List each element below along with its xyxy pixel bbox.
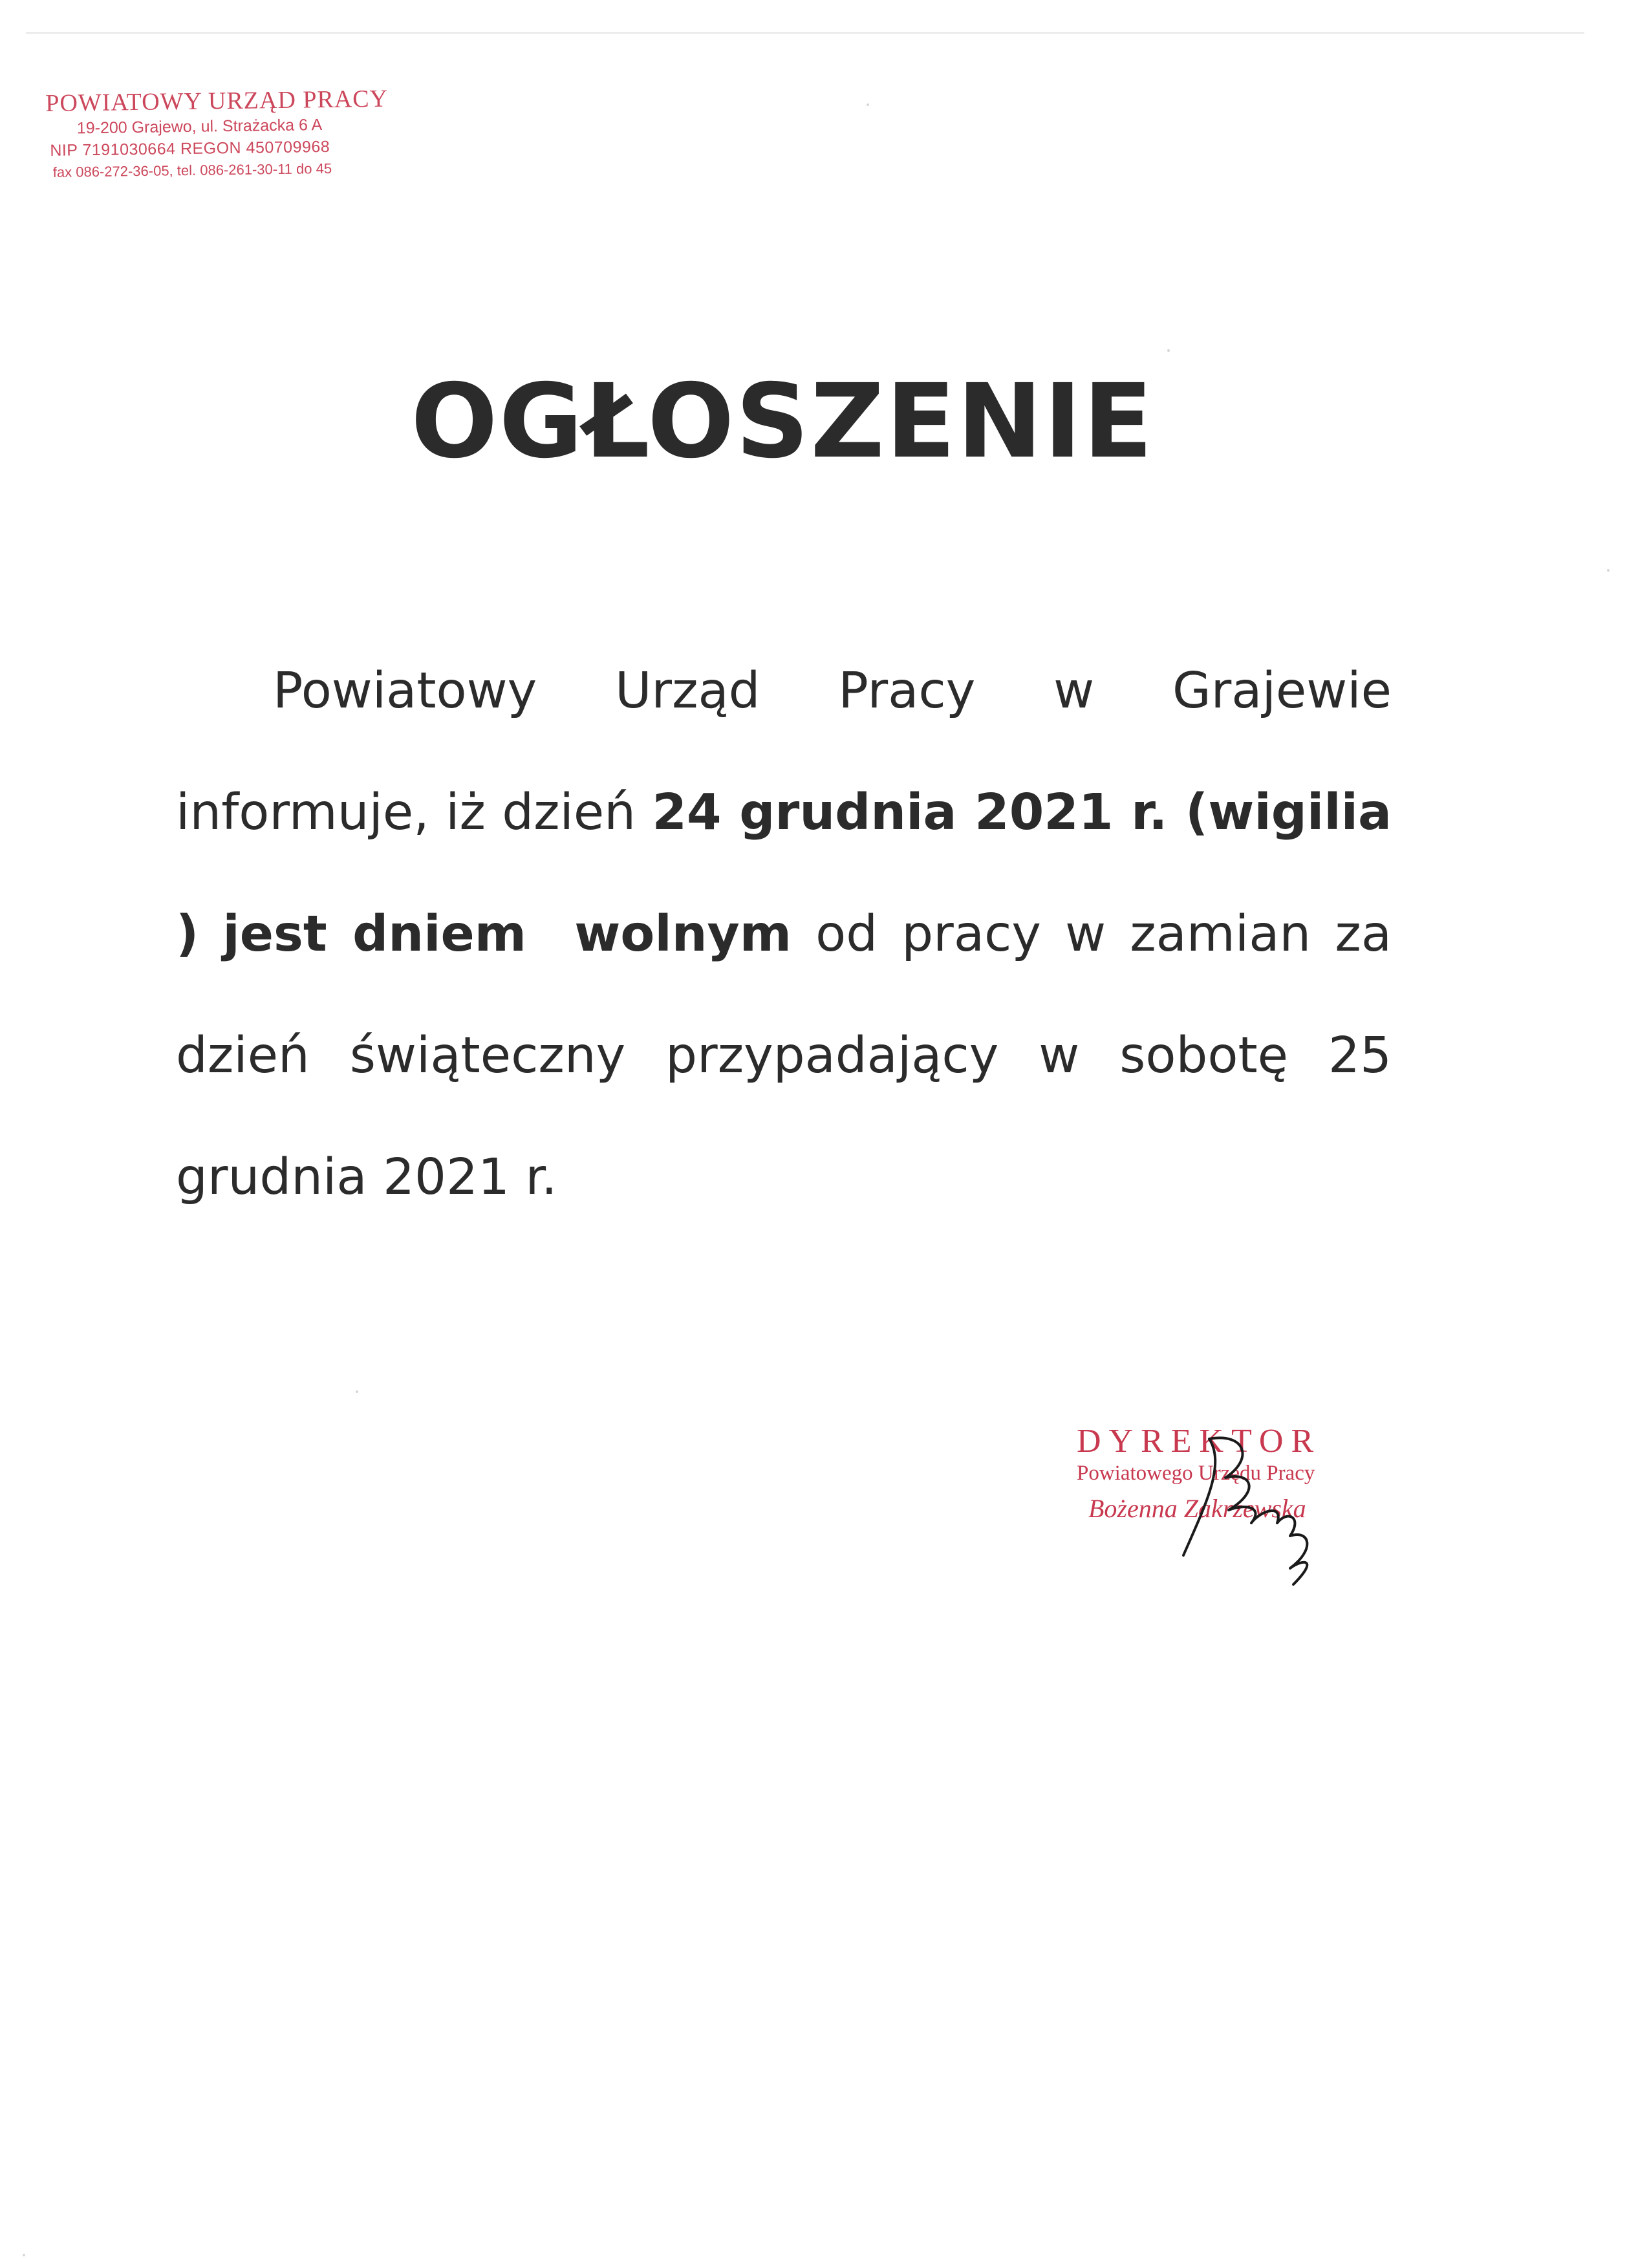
director-office: Powiatowego Urzędu Pracy [1077,1462,1315,1485]
scan-dust [23,2254,25,2256]
scan-dust [867,103,869,106]
body-day-off-bold-2: wolnym [574,905,792,963]
stamp-address: 19-200 Grajewo, ul. Strażacka 6 A [76,116,323,138]
body-day-off-bold-1: jest dniem [222,905,526,963]
scan-dust [1167,349,1170,352]
director-title: DYREKTOR [1077,1423,1322,1460]
body-date-bold: 24 grudnia 2021 r. (wigilia ) [176,784,1392,963]
announcement-body [176,631,1392,1238]
office-stamp [45,84,415,184]
handwritten-signature [1148,1407,1342,1601]
stamp-ids: NIP 7191030664 REGON 450709968 [50,137,330,160]
stamp-title: POWIATOWY URZĄD PRACY [45,85,389,117]
director-name: Bożenna Zakrzewska [1088,1494,1306,1523]
scan-dust [1607,569,1610,572]
document-title: OGŁOSZENIE [411,362,1154,481]
body-intro: Powiatowy Urząd Pracy w Grajewie informuje, iż dzień [176,662,1392,841]
body-separator [199,905,222,963]
stamp-contact: fax 086-272-36-05, tel. 086-261-30-11 do 45 [52,160,332,180]
body-gap [526,905,574,963]
scan-dust [356,1390,358,1393]
scan-edge-line [26,32,1584,34]
body-rest: od pracy w zamian za dzień świąteczny przypadający w sobotę 25 grudnia 2021 r. [176,905,1392,1206]
